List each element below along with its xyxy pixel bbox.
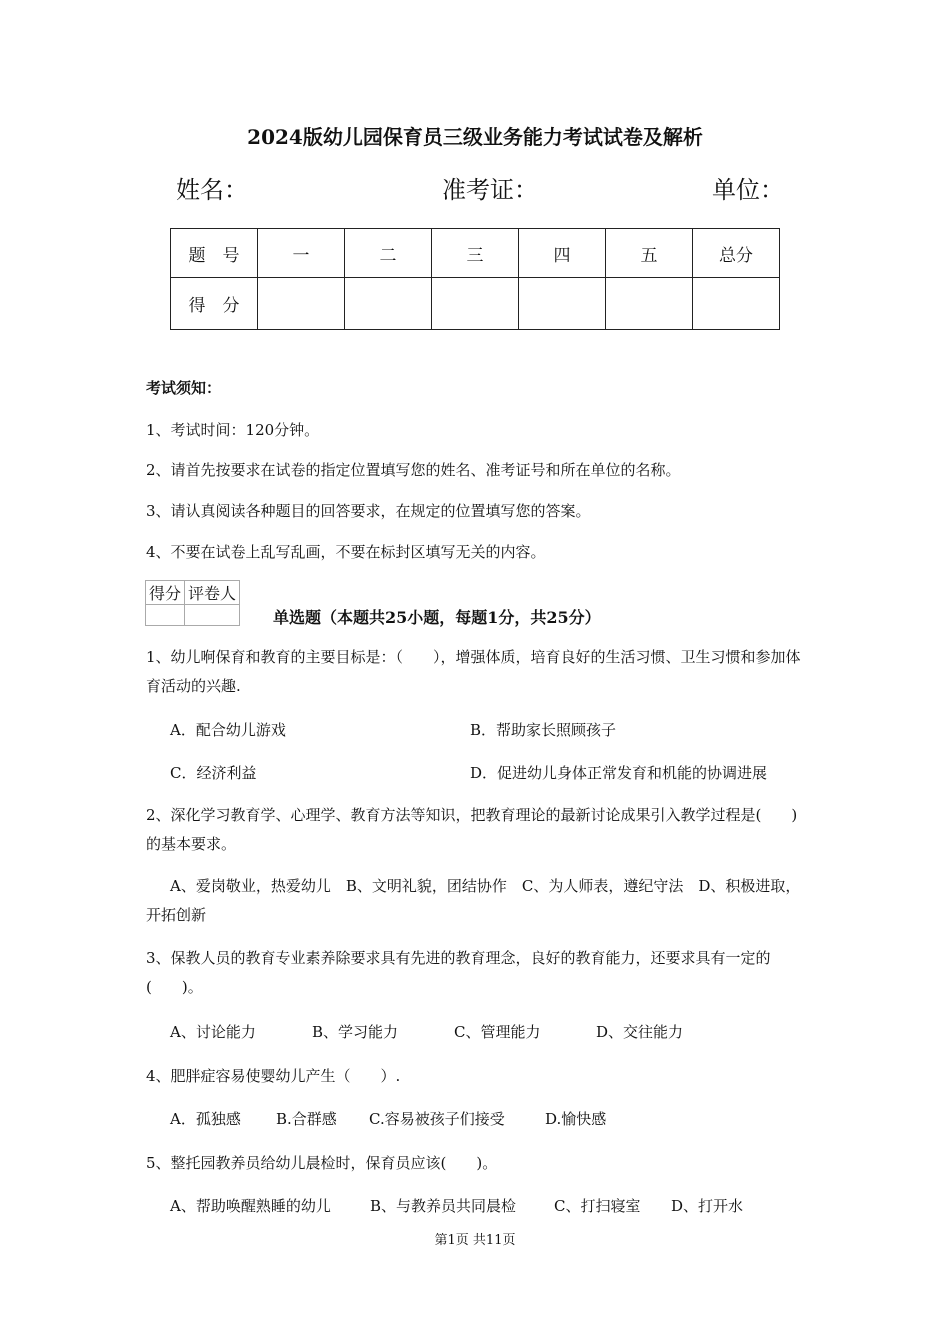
name-field-label: 姓名： [176,176,248,204]
option-b: B、学习能力 [312,1023,399,1041]
option-d: D.愉快感 [545,1110,607,1128]
option-c: C、打扫寝室 [554,1197,641,1215]
score-header-cell: 三 [432,229,519,278]
notice-item: 1、考试时间：120分钟。 [146,421,320,439]
option-b: B．帮助家长照顾孩子 [470,721,617,739]
option-c: C．经济利益 [170,764,257,782]
score-header-cell: 五 [606,229,693,278]
score-row-label: 得 分 [171,278,258,330]
question-stem: 2、深化学习教育学、心理学、教育方法等知识，把教育理论的最新讨论成果引入教学过程是( )的基本要求。 [146,806,798,853]
notice-item: 2、请首先按要求在试卷的指定位置填写您的姓名、准考证号和所在单位的名称。 [146,461,681,479]
score-cell [258,278,345,330]
score-cell [519,278,606,330]
notice-item: 4、不要在试卷上乱写乱画，不要在标封区填写无关的内容。 [146,543,546,561]
notice-item: 3、请认真阅读各种题目的回答要求，在规定的位置填写您的答案。 [146,502,591,520]
score-cell [693,278,780,330]
score-header-cell: 题 号 [171,229,258,278]
option-d: D、交往能力 [596,1023,684,1041]
question-stem: 4、肥胖症容易使婴幼儿产生（ ）. [146,1067,401,1085]
score-header-cell: 总分 [693,229,780,278]
option-d: D、打开水 [671,1197,744,1215]
question-options: A、爱岗敬业，热爱幼儿 B、文明礼貌，团结协作 C、为人师表，遵纪守法 D、积极进取，开拓创新 [146,877,801,924]
section-title: 单选题（本题共25小题，每题1分，共25分） [273,608,601,627]
grader-score-cell [146,605,185,626]
score-cell [606,278,693,330]
score-header-cell: 四 [519,229,606,278]
grader-name-label: 评卷人 [185,581,240,605]
grader-score-label: 得分 [146,581,185,605]
page-footer: 第1页 共11页 [434,1233,516,1248]
grader-name-cell [185,605,240,626]
score-header-cell: 一 [258,229,345,278]
score-cell [345,278,432,330]
score-table-header-row [171,229,780,278]
exam-title: 2024版幼儿园保育员三级业务能力考试试卷及解析 [247,125,703,149]
score-cell [432,278,519,330]
option-a: A、讨论能力 [170,1023,256,1041]
option-a: A、帮助唤醒熟睡的幼儿 [170,1197,331,1215]
exam-id-field-label: 准考证： [442,176,538,204]
option-c: C、管理能力 [454,1023,541,1041]
question-stem: 3、保教人员的教育专业素养除要求具有先进的教育理念，良好的教育能力，还要求具有一定的( )。 [146,949,771,996]
notice-heading: 考试须知： [146,379,222,397]
option-b: B.合群感 [276,1110,337,1128]
option-b: B、与教养员共同晨检 [370,1197,517,1215]
option-a: A．配合幼儿游戏 [170,721,286,739]
option-a: A．孤独感 [170,1110,241,1128]
score-header-cell: 二 [345,229,432,278]
score-table [170,228,780,330]
question-stem: 5、整托园教养员给幼儿晨检时，保育员应该( )。 [146,1154,498,1172]
unit-field-label: 单位： [712,176,784,204]
grader-box [145,580,240,626]
question-stem: 1、幼儿哬保育和教育的主要目标是：（ ），增强体质，培育良好的生活习惯、卫生习惯和参加体育活动的兴趣. [146,648,801,695]
option-d: D．促进幼儿身体正常发育和机能的协调进展 [470,764,768,782]
option-c: C.容易被孩子们接受 [369,1110,505,1128]
score-table-score-row [171,278,780,330]
